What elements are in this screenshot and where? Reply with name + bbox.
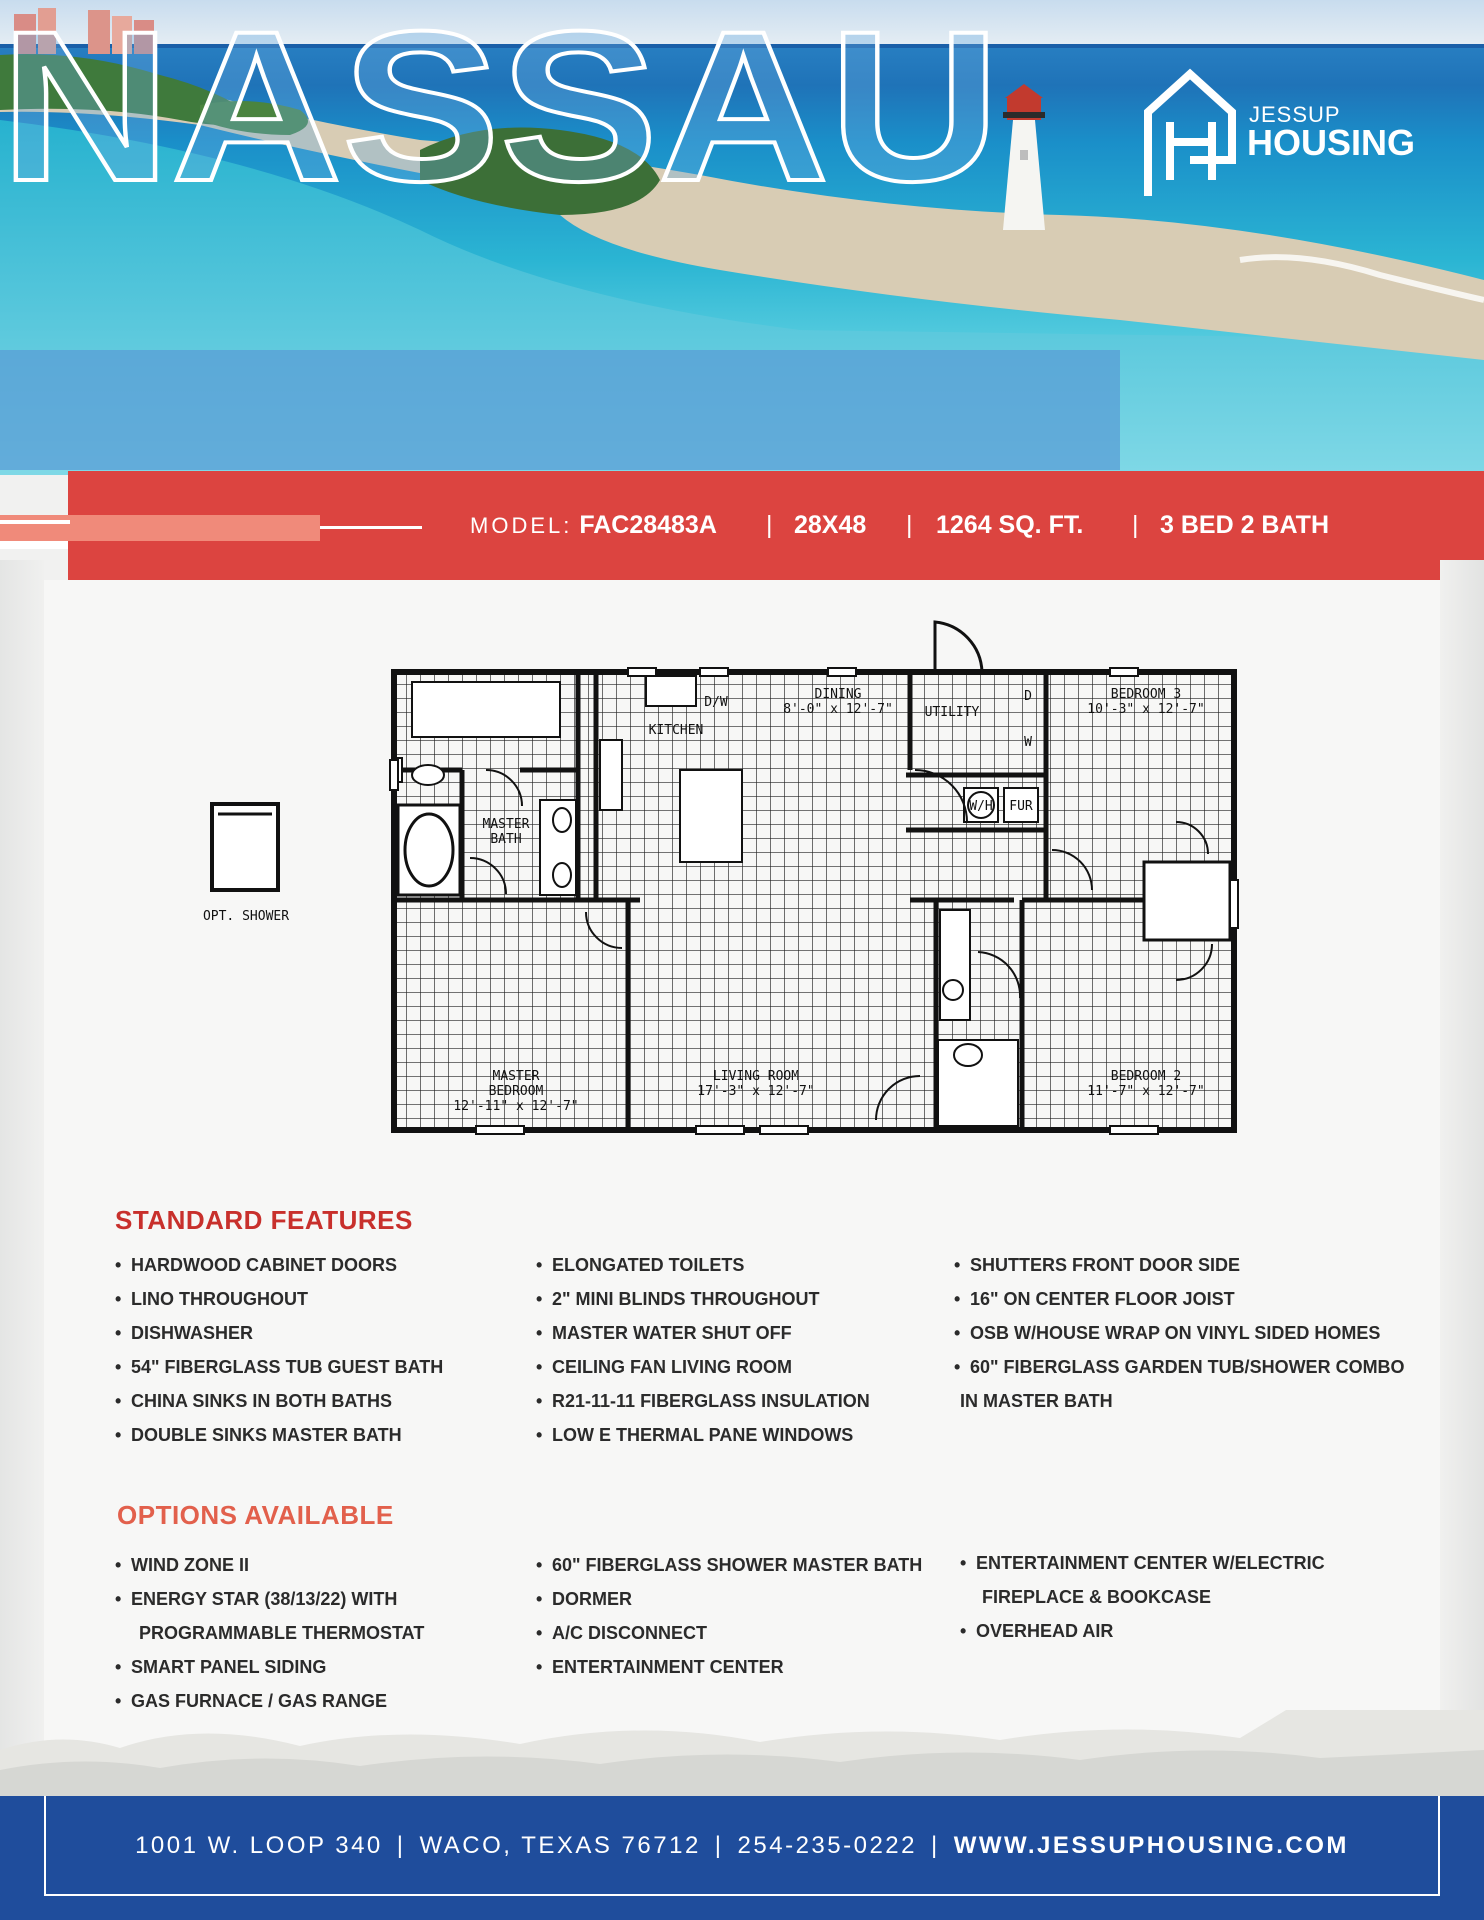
spec-model [470, 511, 717, 540]
room-dimensions: 8'-0" x 12'-7" [783, 702, 893, 717]
options-col1 [115, 1548, 424, 1718]
model-title-text: NASSAU [0, 0, 1001, 200]
footer-contact: 1001 W. LOOP 340 | WACO, TEXAS 76712 | 254-235-0222 | WWW.JESSUPHOUSING.COM [135, 1832, 1349, 1859]
room-label: BEDROOM [488, 1084, 544, 1099]
room-label: BEDROOM 2 [1110, 1069, 1182, 1084]
stripe-decoration [0, 520, 70, 524]
spec-model-label: MODEL: [470, 513, 573, 538]
standard-feature-item: • ELONGATED TOILETS [536, 1255, 745, 1275]
standard-feature-item: • LOW E THERMAL PANE WINDOWS [536, 1425, 854, 1445]
room-label: MASTER [492, 1069, 540, 1084]
appliance-label: FUR [1009, 799, 1033, 814]
standard-feature-continuation: IN MASTER BATH [960, 1391, 1113, 1411]
room-label: MASTER [482, 817, 530, 832]
room-dimensions: 12'-11" x 12'-7" [453, 1099, 579, 1114]
options-heading: OPTIONS AVAILABLE [117, 1500, 394, 1530]
spec-rooms: 3 BED 2 BATH [1160, 511, 1330, 539]
standard-feature-item: • DOUBLE SINKS MASTER BATH [115, 1425, 402, 1445]
spec-divider: | [1132, 511, 1139, 539]
standard-features-col3 [954, 1248, 1405, 1418]
option-item: • OVERHEAD AIR [960, 1621, 1114, 1641]
footer [0, 1796, 1484, 1920]
room-label: DINING [814, 687, 862, 702]
standard-feature-item: • HARDWOOD CABINET DOORS [115, 1255, 397, 1275]
room-label: BEDROOM 3 [1110, 687, 1182, 702]
standard-feature-item: • SHUTTERS FRONT DOOR SIDE [954, 1255, 1241, 1275]
standard-feature-item: • 60" FIBERGLASS GARDEN TUB/SHOWER COMBO [954, 1357, 1405, 1377]
options-col3 [960, 1546, 1325, 1648]
house-logo-icon [1142, 60, 1242, 200]
appliance-label: D [1024, 689, 1032, 704]
standard-feature-item: • 16" ON CENTER FLOOR JOIST [954, 1289, 1235, 1309]
room-label: BATH [490, 832, 522, 847]
standard-features-heading: STANDARD FEATURES [115, 1205, 413, 1235]
room-label: LIVING ROOM [712, 1069, 800, 1084]
standard-feature-item: • R21-11-11 FIBERGLASS INSULATION [536, 1391, 870, 1411]
spec-divider: | [906, 511, 913, 539]
spec-size: 28X48 [794, 511, 867, 539]
spec-divider: | [766, 511, 773, 539]
footer-address: 1001 W. LOOP 340 [135, 1832, 383, 1859]
model-title [0, 0, 1030, 200]
standard-feature-item: • OSB W/HOUSE WRAP ON VINYL SIDED HOMES [954, 1323, 1381, 1343]
logo-text-housing: HOUSING [1247, 122, 1416, 163]
option-continuation: PROGRAMMABLE THERMOSTAT [139, 1623, 425, 1643]
stripe-decoration [0, 515, 320, 541]
logo-text-jessup: JESSUP [1249, 102, 1341, 127]
room-dimensions: 11'-7" x 12'-7" [1087, 1084, 1205, 1099]
standard-features-col2 [536, 1248, 870, 1452]
option-item: • A/C DISCONNECT [536, 1623, 708, 1643]
appliance-label: D/W [704, 695, 728, 710]
standard-features-col1 [115, 1248, 443, 1452]
room-dimensions: 17'-3" x 12'-7" [697, 1084, 815, 1099]
floor-plan [0, 600, 1484, 1160]
footer-phone[interactable]: 254-235-0222 [737, 1832, 917, 1859]
standard-feature-item: • DISHWASHER [115, 1323, 254, 1343]
hero-photo [0, 0, 1484, 475]
option-continuation: FIREPLACE & BOOKCASE [982, 1587, 1212, 1607]
option-item: • WIND ZONE II [115, 1555, 249, 1575]
option-item: • ENTERTAINMENT CENTER W/ELECTRIC [960, 1553, 1325, 1573]
standard-feature-item: • CHINA SINKS IN BOTH BATHS [115, 1391, 392, 1411]
spec-area: 1264 SQ. FT. [936, 511, 1084, 539]
jessup-housing-logo [1142, 60, 1442, 200]
stripe-decoration [0, 541, 68, 549]
option-item: • ENERGY STAR (38/13/22) WITH [115, 1589, 398, 1609]
standard-feature-item: • CEILING FAN LIVING ROOM [536, 1357, 793, 1377]
stripe-decoration [320, 526, 422, 529]
footer-city: WACO, TEXAS 76712 [419, 1832, 701, 1859]
footer-website-link[interactable]: WWW.JESSUPHOUSING.COM [953, 1832, 1349, 1859]
spec-model-value: FAC28483A [579, 511, 717, 539]
standard-feature-item: • LINO THROUGHOUT [115, 1289, 308, 1309]
option-item: • ENTERTAINMENT CENTER [536, 1657, 784, 1677]
room-label: KITCHEN [648, 723, 704, 738]
appliance-label: W/H [969, 799, 993, 814]
standard-feature-item: • 54" FIBERGLASS TUB GUEST BATH [115, 1357, 444, 1377]
option-item: • DORMER [536, 1589, 632, 1609]
appliance-label: W [1024, 735, 1032, 750]
options-col2 [536, 1548, 922, 1684]
standard-feature-item: • MASTER WATER SHUT OFF [536, 1323, 792, 1343]
option-item: • SMART PANEL SIDING [115, 1657, 327, 1677]
sand-wave-decoration [0, 1710, 1484, 1810]
option-item: • 60" FIBERGLASS SHOWER MASTER BATH [536, 1555, 923, 1575]
room-label: UTILITY [924, 705, 980, 720]
standard-feature-item: • 2" MINI BLINDS THROUGHOUT [536, 1289, 820, 1309]
room-dimensions: 10'-3" x 12'-7" [1087, 702, 1205, 717]
option-label: OPT. SHOWER [202, 909, 290, 924]
option-item: • GAS FURNACE / GAS RANGE [115, 1691, 388, 1711]
